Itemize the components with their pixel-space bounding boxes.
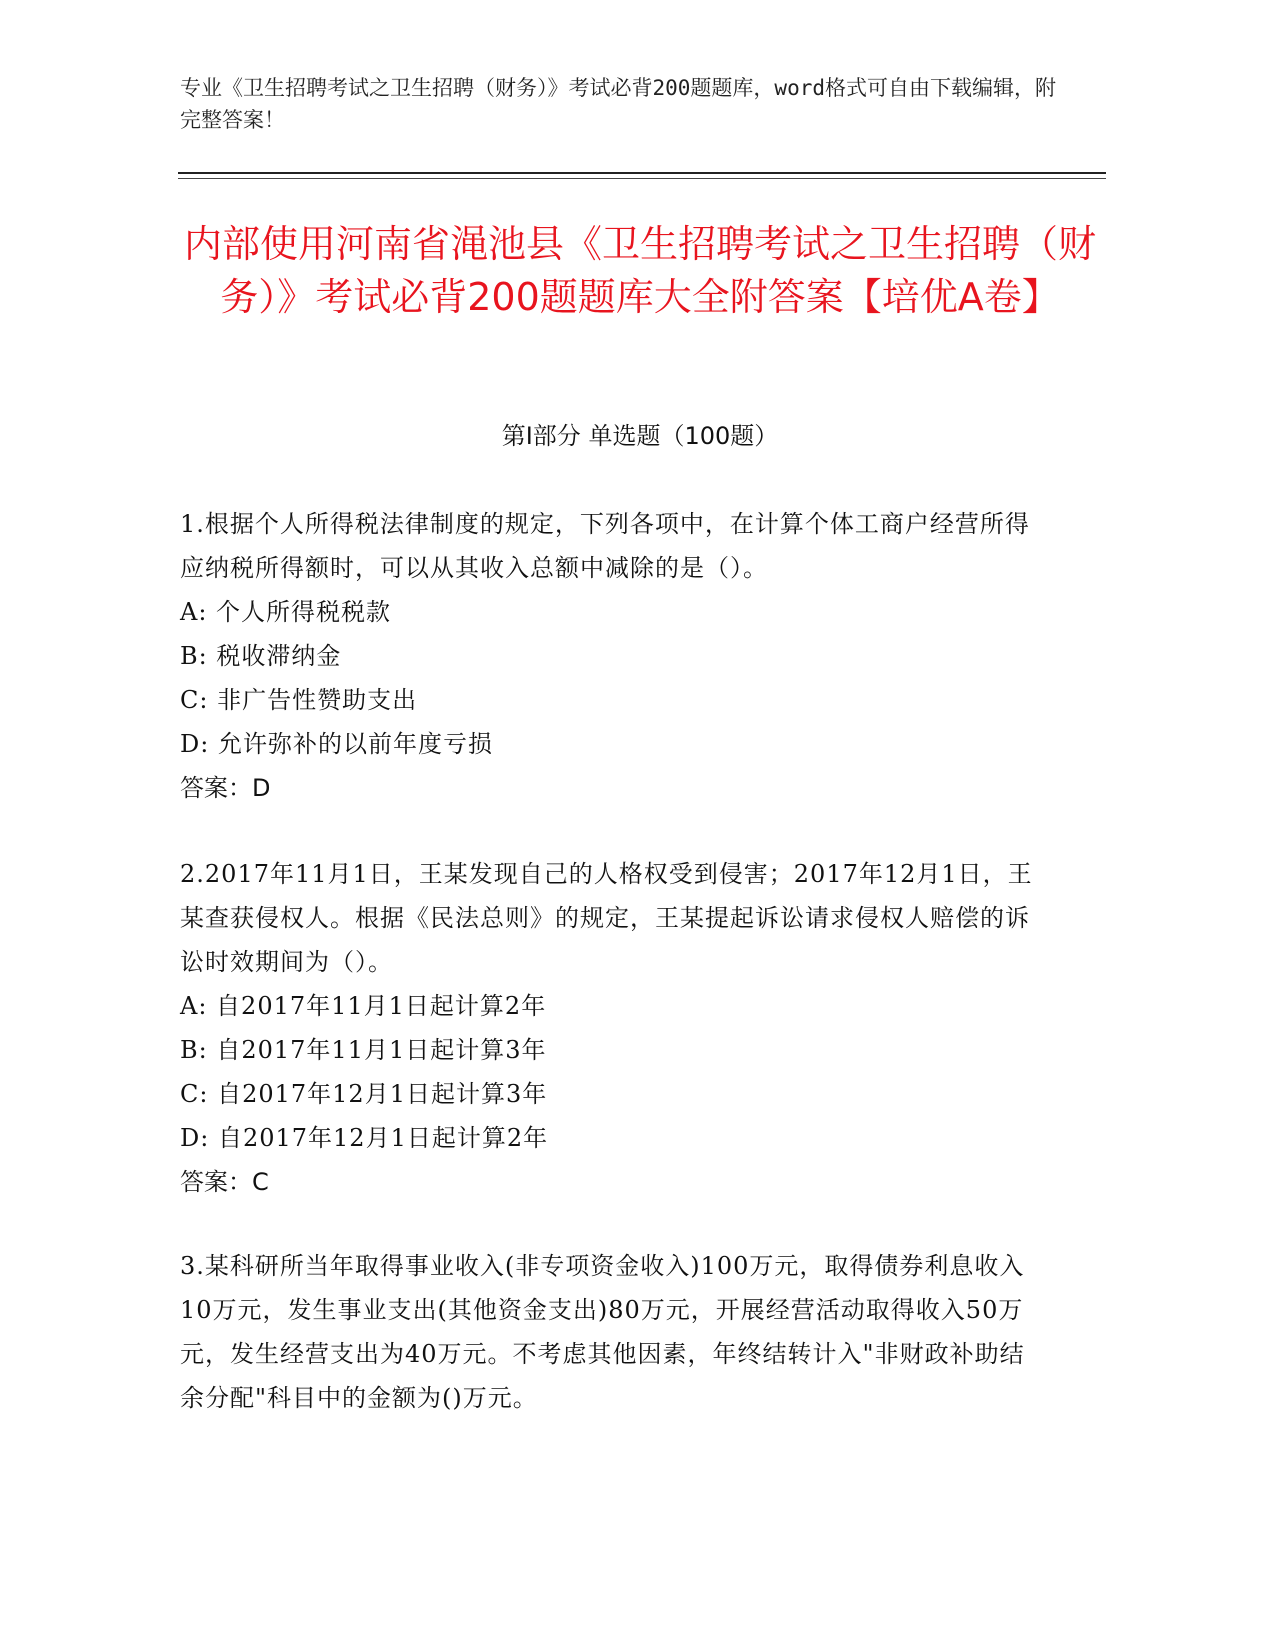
header-note: 专业《卫生招聘考试之卫生招聘（财务）》考试必背200题题库，word格式可自由下载编辑，附完整答案！: [180, 76, 1056, 132]
section-heading: 第Ⅰ部分 单选题（100题）: [501, 422, 779, 450]
answer: 答案：D: [180, 774, 271, 802]
question-stem: 1.根据个人所得税法律制度的规定，下列各项中，在计算个体工商户经营所得应纳税所得额时，可以从其收入总额中减除的是（）。: [180, 510, 1030, 582]
option-a: A: 个人所得税税款: [180, 598, 392, 626]
option-b: B: 税收滞纳金: [180, 642, 342, 670]
question-1: [180, 502, 1040, 810]
question-2: [180, 852, 1040, 1204]
header-divider: [178, 172, 1106, 174]
answer: 答案：C: [180, 1168, 269, 1196]
option-d: D: 自2017年12月1日起计算2年: [180, 1124, 549, 1152]
option-c: C: 非广告性赞助支出: [180, 686, 418, 714]
option-c: C: 自2017年12月1日起计算3年: [180, 1080, 548, 1108]
option-d: D: 允许弥补的以前年度亏损: [180, 730, 493, 758]
question-3: [180, 1244, 1040, 1420]
question-stem: 3.某科研所当年取得事业收入(非专项资金收入)100万元，取得债券利息收入10万元，发生事业支出(其他资金支出)80万元，开展经营活动取得收入50万元，发生经营支出为40万元。不考虑其他因素，年终结转计入"非财政补助结余分配"科目中的金额为()万元。: [180, 1252, 1025, 1412]
option-a: A: 自2017年11月1日起计算2年: [180, 992, 547, 1020]
document-title: 内部使用河南省渑池县《卫生招聘考试之卫生招聘（财务）》考试必背200题题库大全附答案【培优A卷】: [183, 222, 1096, 319]
question-stem: 2.2017年11月1日，王某发现自己的人格权受到侵害；2017年12月1日，王某查获侵权人。根据《民法总则》的规定，王某提起诉讼请求侵权人赔偿的诉讼时效期间为（）。: [180, 860, 1033, 976]
header-divider-thin: [178, 178, 1106, 179]
option-b: B: 自2017年11月1日起计算3年: [180, 1036, 547, 1064]
